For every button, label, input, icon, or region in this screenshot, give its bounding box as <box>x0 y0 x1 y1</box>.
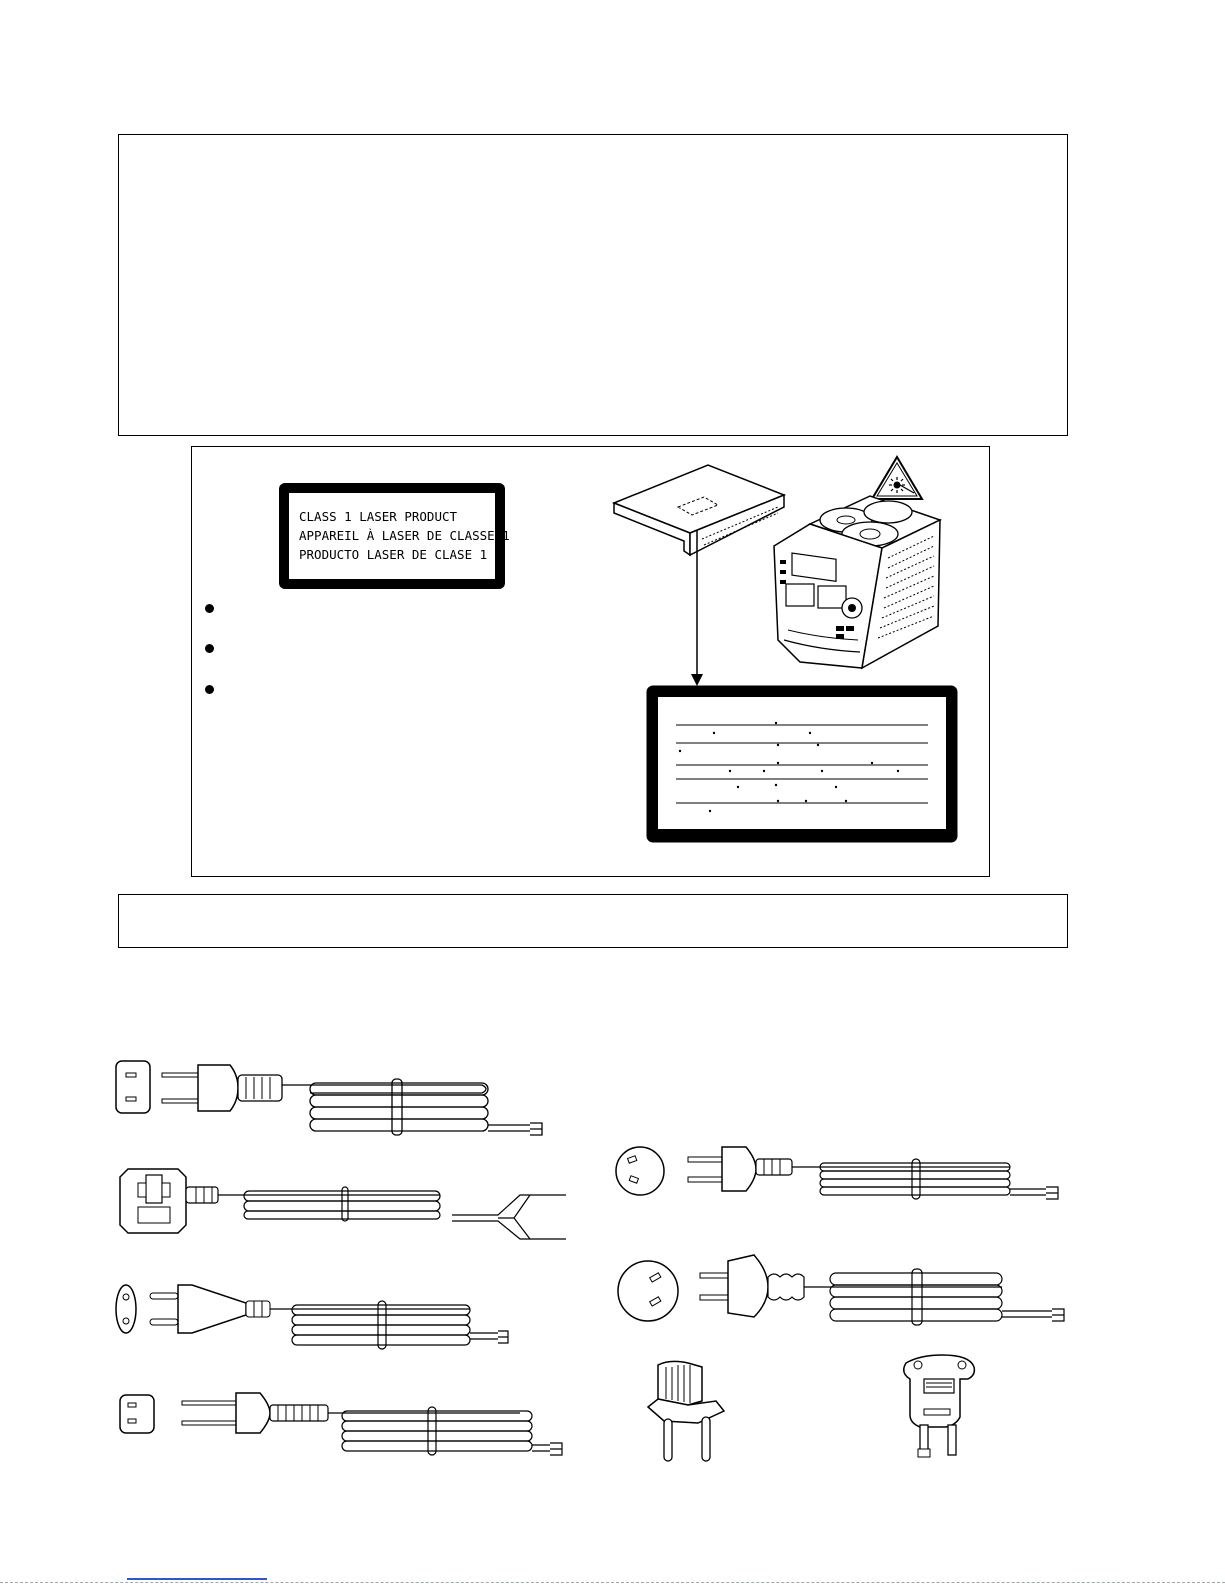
stereo-unit-illustration <box>770 490 950 680</box>
laser-label-line-en: CLASS 1 LASER PRODUCT <box>299 509 458 524</box>
laser-warning-label <box>646 685 958 843</box>
power-cord-type-c-illustration <box>110 1275 530 1355</box>
footer-link-underline[interactable] <box>127 1578 267 1580</box>
laser-label-line-fr: APPAREIL À LASER DE CLASSE 1 <box>299 528 510 543</box>
power-cord-type-b-illustration <box>110 1155 570 1245</box>
adaptor-plug-flat-pin-illustration <box>890 1345 990 1465</box>
adaptor-plug-round-pin-illustration <box>640 1345 740 1465</box>
power-cord-type-e-illustration <box>610 1135 1070 1215</box>
footer-rule <box>0 1582 1225 1583</box>
caution-box <box>118 134 1068 436</box>
power-cord-type-f-illustration <box>610 1245 1070 1335</box>
class-1-laser-label <box>279 483 510 589</box>
power-cord-type-d-illustration <box>110 1385 570 1475</box>
notice-box <box>118 894 1068 948</box>
bullet-icon <box>205 644 214 653</box>
laser-label-line-es: PRODUCTO LASER DE CLASE 1 <box>299 547 488 562</box>
power-cord-type-a-illustration <box>110 1055 570 1140</box>
bullet-icon <box>205 604 214 613</box>
bullet-icon <box>205 685 214 694</box>
arrow-down-icon <box>688 530 708 690</box>
